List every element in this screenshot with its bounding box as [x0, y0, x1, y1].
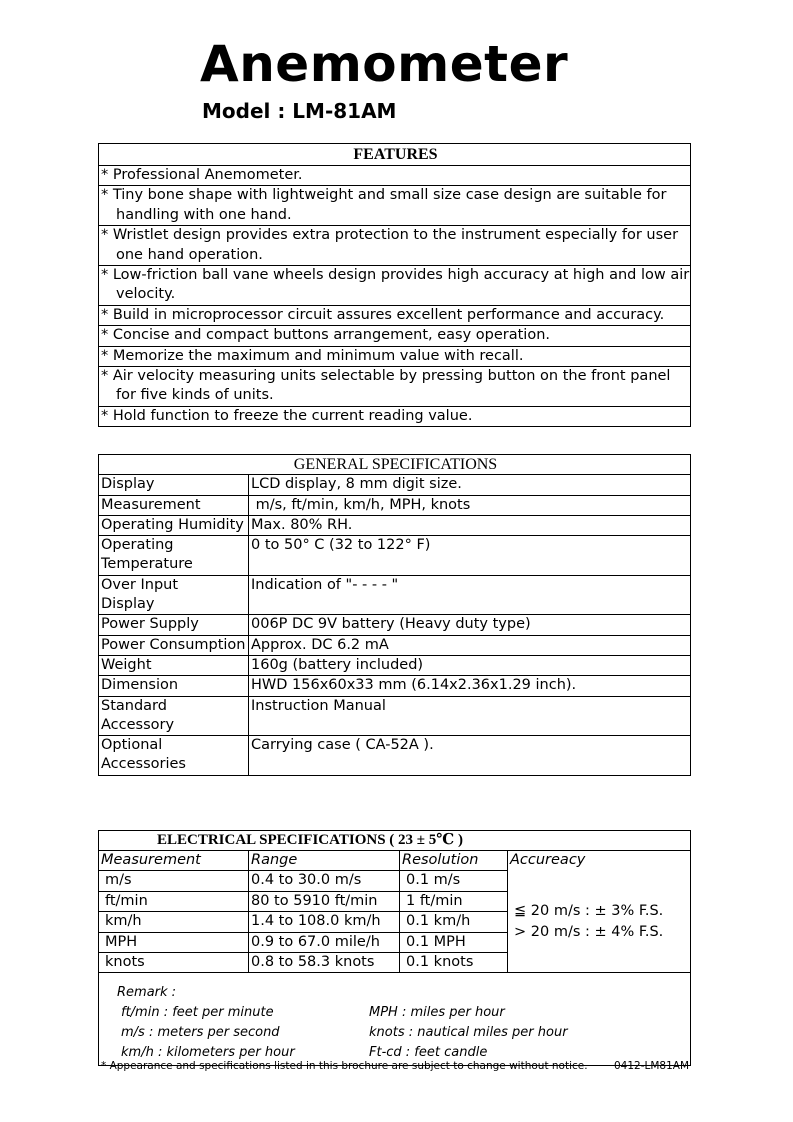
spec-value: Indication of "- - - - " [249, 575, 691, 615]
spec-label: Measurement [99, 495, 249, 515]
accuracy-line: ≦ 20 m/s : ± 3% F.S. [514, 902, 664, 919]
document-code: 0412-LM81AM [614, 1060, 690, 1072]
spec-value: 0 to 50° C (32 to 122° F) [249, 536, 691, 576]
spec-label: Standard Accessory [99, 696, 249, 736]
unit-cell: m/s [99, 871, 249, 891]
feature-item: * Hold function to freeze the current reading value. [99, 406, 691, 426]
unit-cell: knots [99, 953, 249, 973]
spec-label: Display [99, 475, 249, 495]
spec-label: Optional Accessories [99, 736, 249, 776]
feature-item: * Tiny bone shape with lightweight and small size case design are suitable for handling with one hand. [99, 186, 691, 226]
range-cell: 1.4 to 108.0 km/h [249, 912, 400, 932]
remark-item: knots : nautical miles per hour [369, 1025, 568, 1041]
accuracy-cell [508, 871, 691, 973]
column-header: Accureacy [508, 851, 691, 871]
spec-value: Max. 80% RH. [249, 515, 691, 535]
spec-label: Operating Humidity [99, 515, 249, 535]
resolution-cell: 0.1 km/h [400, 912, 508, 932]
page-title: Anemometer [200, 35, 569, 93]
feature-item: * Concise and compact buttons arrangement, easy operation. [99, 326, 691, 346]
feature-item: * Low-friction ball vane wheels design provides high accuracy at high and low air velocity. [99, 266, 691, 306]
remark-title: Remark : [117, 985, 177, 1001]
general-specs-heading: GENERAL SPECIFICATIONS [99, 455, 691, 475]
unit-cell: MPH [99, 932, 249, 952]
feature-item: * Build in microprocessor circuit assures excellent performance and accuracy. [99, 305, 691, 325]
remark-item: ft/min : feet per minute [121, 1005, 274, 1021]
accuracy-line: > 20 m/s : ± 4% F.S. [514, 923, 664, 940]
unit-cell: km/h [99, 912, 249, 932]
column-header: Range [249, 851, 400, 871]
spec-label: Power Supply [99, 615, 249, 635]
model-number: Model : LM-81AM [202, 99, 397, 123]
spec-value: 006P DC 9V battery (Heavy duty type) [249, 615, 691, 635]
resolution-cell: 0.1 MPH [400, 932, 508, 952]
electrical-specs-heading: ELECTRICAL SPECIFICATIONS ( 23 ± 5℃ ) [99, 831, 691, 851]
spec-value: Carrying case ( CA-52A ). [249, 736, 691, 776]
resolution-cell: 0.1 knots [400, 953, 508, 973]
spec-value: Instruction Manual [249, 696, 691, 736]
spec-value: HWD 156x60x33 mm (6.14x2.36x1.29 inch). [249, 676, 691, 696]
footnote: * Appearance and specifications listed in this brochure are subject to change without notice. [101, 1060, 588, 1072]
spec-value: Approx. DC 6.2 mA [249, 635, 691, 655]
resolution-cell: 1 ft/min [400, 891, 508, 911]
spec-value: 160g (battery included) [249, 655, 691, 675]
column-header: Resolution [400, 851, 508, 871]
features-heading: FEATURES [99, 144, 691, 166]
range-cell: 0.4 to 30.0 m/s [249, 871, 400, 891]
remark-item: Ft-cd : feet candle [369, 1045, 488, 1061]
spec-label: Operating Temperature [99, 536, 249, 576]
remarks-box [99, 973, 691, 1066]
resolution-cell: 0.1 m/s [400, 871, 508, 891]
feature-item: * Wristlet design provides extra protection to the instrument especially for user one hand operation. [99, 226, 691, 266]
feature-item: * Air velocity measuring units selectable by pressing button on the front panel for five kinds of units. [99, 367, 691, 407]
remark-item: km/h : kilometers per hour [121, 1045, 295, 1061]
spec-label: Power Consumption [99, 635, 249, 655]
feature-item: * Professional Anemometer. [99, 166, 691, 186]
range-cell: 0.8 to 58.3 knots [249, 953, 400, 973]
unit-cell: ft/min [99, 891, 249, 911]
spec-label: Dimension [99, 676, 249, 696]
general-specs-table [98, 454, 691, 776]
range-cell: 0.9 to 67.0 mile/h [249, 932, 400, 952]
column-header: Measurement [99, 851, 249, 871]
remark-item: m/s : meters per second [121, 1025, 280, 1041]
spec-label: Weight [99, 655, 249, 675]
remark-item: MPH : miles per hour [369, 1005, 505, 1021]
electrical-specs-table [98, 830, 691, 1066]
spec-value: LCD display, 8 mm digit size. [249, 475, 691, 495]
spec-value: m/s, ft/min, km/h, MPH, knots [249, 495, 691, 515]
features-table [98, 143, 691, 427]
feature-item: * Memorize the maximum and minimum value with recall. [99, 346, 691, 366]
spec-label: Over Input Display [99, 575, 249, 615]
range-cell: 80 to 5910 ft/min [249, 891, 400, 911]
